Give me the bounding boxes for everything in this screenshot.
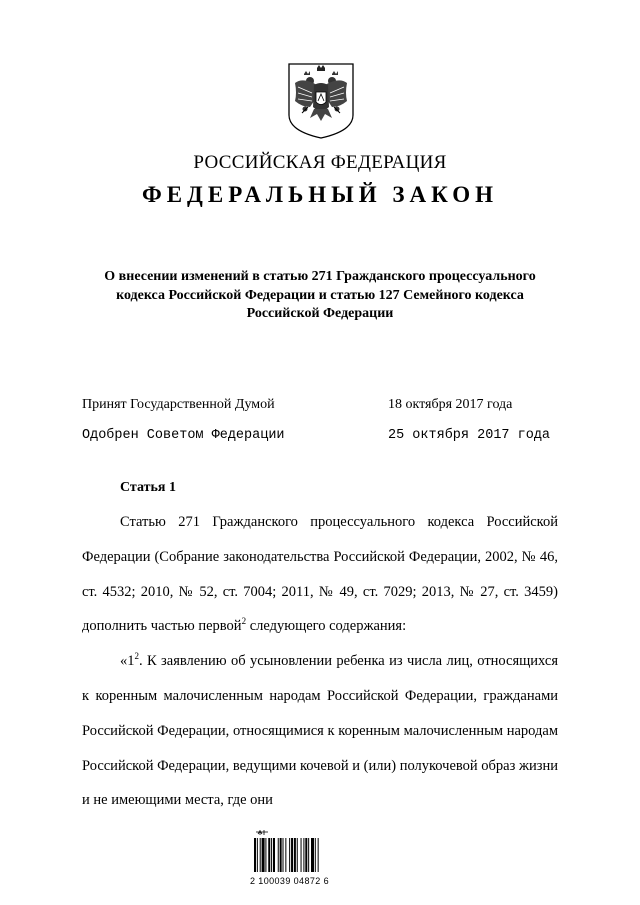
- barcode-bar: [271, 838, 272, 872]
- barcode-bar: [294, 838, 296, 872]
- barcode-bar: [262, 838, 265, 872]
- paragraph-text: «1: [120, 653, 135, 670]
- superscript: 2: [134, 651, 139, 662]
- barcode-bar: [318, 838, 319, 872]
- article-paragraph: [82, 505, 558, 644]
- paragraph-text: Статью 271 Гражданского процессуального кодекса Российской Федерации (Собрание законодательства Российской Федерации, 2002, № 46, ст. 4532; 2010, № 52, ст. 7004; 2011, № 49, ст. 7029; 2013, № 27, ст. 3459) дополнить частью первой: [82, 514, 558, 635]
- paragraph-text: . К заявлению об усыновлении ребенка из числа лиц, относящихся к коренным малочисленным народам Российской Федерации, гражданами Российской Федерации, относящимися к коренным малочисленным народам Российской Федерации, ведущими кочевой и (или) полукочевой образ жизни и не имеющими места, где они: [82, 653, 558, 809]
- country-name: РОССИЙСКАЯ ФЕДЕРАЦИЯ: [193, 152, 447, 173]
- law-title-line: кодекса Российской Федерации и статью 127 Семейного кодекса: [116, 287, 524, 303]
- barcode-bar: [273, 838, 275, 872]
- barcode-icon: [250, 828, 342, 874]
- barcode-bar: [301, 838, 302, 872]
- council-approval-date: 25 октября 2017 года: [388, 428, 551, 443]
- barcode-bar: [280, 838, 282, 872]
- barcode-bar: [289, 838, 290, 872]
- barcode-bar: [303, 838, 304, 872]
- coat-of-arms-icon: [288, 63, 354, 139]
- law-title-line: О внесении изменений в статью 271 Гражданского процессуального: [104, 269, 536, 284]
- barcode-bar: [268, 838, 270, 872]
- barcode-bar: [285, 838, 286, 872]
- law-title-line: Российской Федерации: [246, 306, 394, 321]
- article-body: [82, 505, 558, 818]
- barcode-bar: [257, 838, 258, 872]
- duma-adoption-date: 18 октября 2017 года: [388, 397, 513, 412]
- superscript: 2: [241, 616, 247, 627]
- paragraph-text: следующего содержания:: [246, 618, 407, 635]
- barcode-stamp: [250, 828, 340, 888]
- barcode-bar: [311, 838, 314, 872]
- barcode-bar: [291, 838, 293, 872]
- barcode-bar: [283, 838, 284, 872]
- barcode-bar: [265, 838, 266, 872]
- barcode-bar: [278, 838, 279, 872]
- barcode-bar: [254, 838, 256, 872]
- document-type: ФЕДЕРАЛЬНЫЙ ЗАКОН: [141, 182, 499, 207]
- barcode-number: 2 100039 04872 6: [250, 876, 329, 886]
- barcode-bar: [305, 838, 307, 872]
- article-paragraph: [82, 644, 558, 818]
- council-approval-label: Одобрен Советом Федерации: [82, 428, 285, 443]
- barcode-bar: [315, 838, 316, 872]
- duma-adoption-label: Принят Государственной Думой: [82, 397, 275, 412]
- barcode-bar: [297, 838, 298, 872]
- article-heading: Статья 1: [120, 480, 176, 495]
- barcode-bar: [308, 838, 309, 872]
- barcode-bar: [260, 838, 261, 872]
- law-title: [70, 268, 570, 324]
